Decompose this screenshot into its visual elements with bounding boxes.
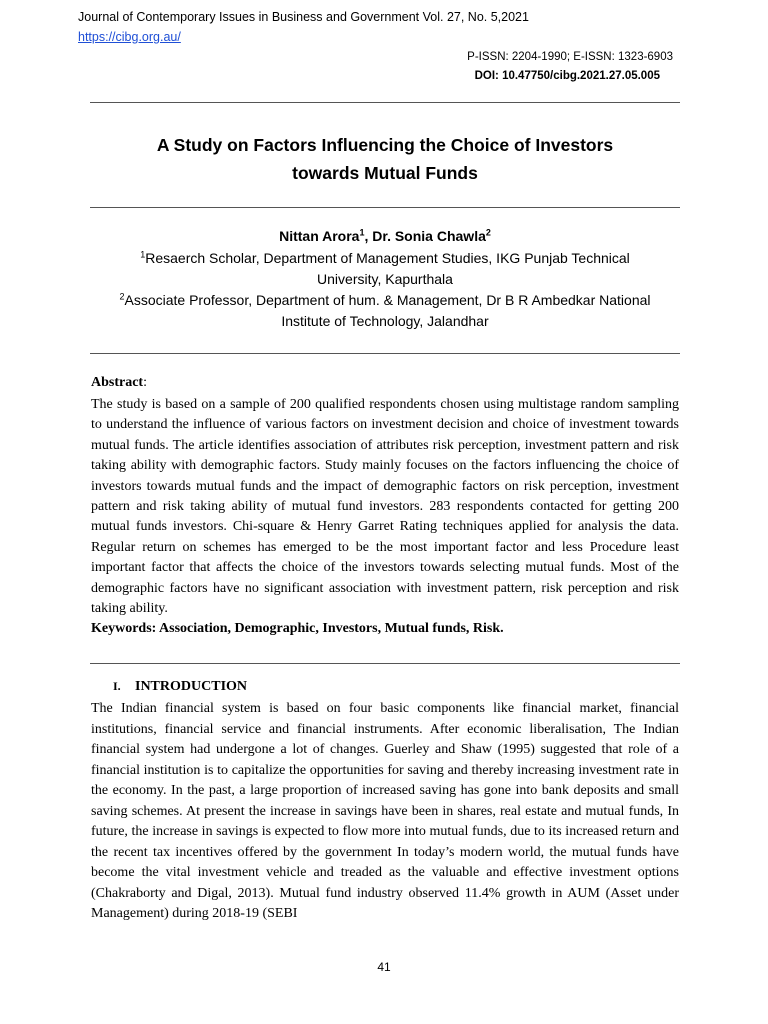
author-separator: , [364,228,373,244]
affiliation-divider [90,353,680,354]
abstract-heading [91,375,147,391]
affiliation-1-line-1: Resaerch Scholar, Department of Management Studies, IKG Punjab Technical [145,250,630,266]
journal-url-link[interactable]: https://cibg.org.au/ [78,30,181,44]
doi-line: DOI: 10.47750/cibg.2021.27.05.005 [474,70,660,82]
affiliation-2-line-2: Institute of Technology, Jalandhar [281,312,489,329]
header-divider [90,102,680,103]
paper-title [90,131,680,187]
author-2-sup: 2 [485,227,491,238]
affiliation-1 [90,248,680,289]
affiliation-1-sup: 1 [140,249,146,260]
author-list [90,228,680,244]
affiliation-2-line-1: Associate Professor, Department of hum. & Management, Dr B R Ambedkar National [124,292,651,308]
affiliation-2 [90,290,680,331]
abstract-text: The study is based on a sample of 200 qualified respondents chosen using multistage random sampling to understand the influence of various factors on investment decision and choice of investment towards mutual funds. The article identifies association of attributes risk perception, investment pattern and risk taking ability with demographic factors. Study mainly focuses on the factors influencing the choice of investors towards mutual funds and the impact of demographic factors on risk perception, investment pattern and risk taking ability of mutual fund investors. 283 respondents contacted for getting 200 mutual funds investors. Chi-square & Henry Garret Rating techniques applied for analysis the data. Regular return on schemes has emerged to be the most important factor and less Procedure least important factor that affects the choice of the investors towards selecting mutual funds. Most of the demographic factors have no significant association with investment pattern, risk perception and risk taking ability. [91,397,679,617]
paper-title-line-2: towards Mutual Funds [292,163,478,183]
author-1: Nittan Arora [279,228,360,244]
affiliation-1-line-2: University, Kapurthala [317,270,453,287]
journal-citation: Journal of Contemporary Issues in Business and Government Vol. 27, No. 5,2021 [78,10,529,24]
keywords-line: Keywords: Association, Demographic, Investors, Mutual funds, Risk. [91,621,504,636]
affiliation-2-sup: 2 [119,291,125,302]
introduction-heading [113,679,247,695]
title-divider [90,207,680,208]
abstract-label: Abstract [91,375,144,390]
author-2: Dr. Sonia Chawla [372,228,486,244]
issn-line: P-ISSN: 2204-1990; E-ISSN: 1323-6903 [467,51,673,63]
abstract-divider [90,663,680,664]
paper-title-line-1: A Study on Factors Influencing the Choice of Investors [156,135,614,155]
introduction-text: The Indian financial system is based on four basic components like financial market, financial institutions, financial service and financial instruments. After economic liberalisation, The Indian financial system had undergone a lot of changes. Guerley and Shaw (1995) suggested that role of a financial institution is to capitalize the opportunities for saving and thereby increasing investment rate in the economy. In the past, a large proportion of increased saving has gone into bank deposits and small saving schemes. At present the increase in savings have been in shares, real estate and mutual funds, In future, the increase in savings is expected to flow more into mutual funds, due to its increased return and the recent tax incentives offered by the government In today’s modern world, the mutual funds have become the vital investment vehicle and treaded as the valuable and effective investment options (Chakraborty and Digal, 2013). Mutual fund industry observed 11.4% growth in AUM (Asset under Management) during 2018-19 (SEBI [91,701,679,921]
page-number: 41 [377,960,391,974]
abstract-colon: : [143,375,147,390]
author-1-sup: 1 [359,227,365,238]
section-title: INTRODUCTION [135,679,248,694]
section-number: I. [113,679,121,693]
